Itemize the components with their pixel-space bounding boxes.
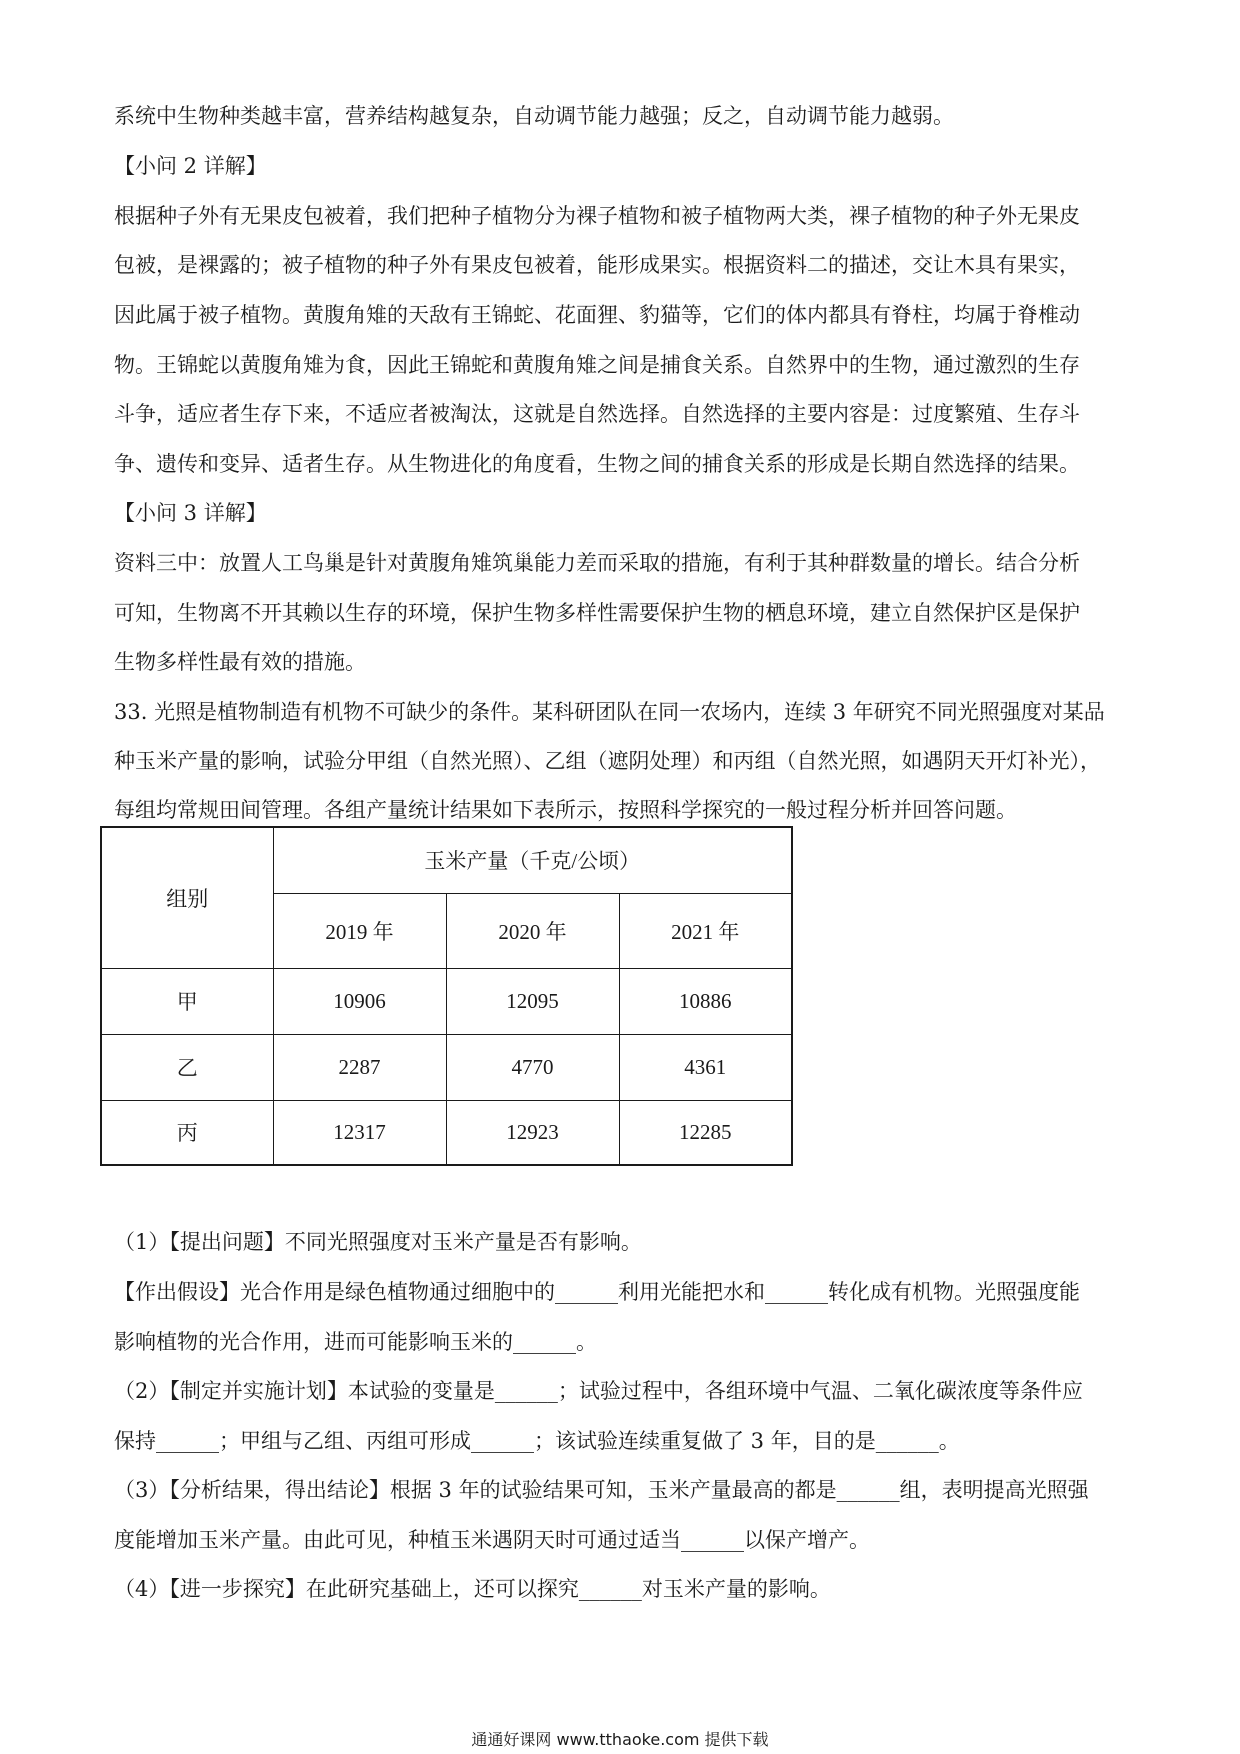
question-stem-line: 33. 光照是植物制造有机物不可缺少的条件。某科研团队在同一农场内，连续 3 年研究不同光照强度对某品 — [114, 700, 1105, 724]
value-cell: 4770 — [446, 1034, 619, 1100]
value-cell: 2287 — [273, 1034, 446, 1100]
table-row — [101, 968, 792, 1034]
year-header-cell: 2021 年 — [619, 893, 792, 968]
sub-question: （3）【分析结果，得出结论】根据 3 年的试验结果可知，玉米产量最高的都是______组，表明提高光照强 — [114, 1478, 1089, 1502]
paragraph-line: 资料三中：放置人工鸟巢是针对黄腹角雉筑巢能力差而采取的措施，有利于其种群数量的增长。结合分析 — [114, 551, 1080, 575]
group-cell: 甲 — [101, 968, 273, 1034]
paragraph-line: 可知，生物离不开其赖以生存的环境，保护生物多样性需要保护生物的栖息环境，建立自然保护区是保护 — [114, 601, 1080, 625]
sub-question: （2）【制定并实施计划】本试验的变量是______；试验过程中，各组环境中气温、二氧化碳浓度等条件应 — [114, 1379, 1083, 1403]
paragraph-line: 系统中生物种类越丰富，营养结构越复杂，自动调节能力越强；反之，自动调节能力越弱。 — [114, 104, 954, 128]
paragraph-line: 物。王锦蛇以黄腹角雉为食，因此王锦蛇和黄腹角雉之间是捕食关系。自然界中的生物，通过激烈的生存 — [114, 353, 1080, 377]
question-stem-line: 种玉米产量的影响，试验分甲组（自然光照）、乙组（遮阴处理）和丙组（自然光照，如遇阴天开灯补光）， — [114, 749, 1101, 773]
value-cell: 10886 — [619, 968, 792, 1034]
table-row — [101, 1034, 792, 1100]
paragraph-line: 斗争，适应者生存下来，不适应者被淘汰，这就是自然选择。自然选择的主要内容是：过度繁殖、生存斗 — [114, 402, 1080, 426]
sub-question: （4）【进一步探究】在此研究基础上，还可以探究______对玉米产量的影响。 — [114, 1577, 831, 1601]
year-header-cell: 2019 年 — [273, 893, 446, 968]
yield-table — [100, 826, 793, 1166]
sub-question: 【作出假设】光合作用是绿色植物通过细胞中的______利用光能把水和______转化成有机物。光照强度能 — [114, 1280, 1080, 1304]
table-header-row — [101, 827, 792, 893]
sub-question: 保持______；甲组与乙组、丙组可形成______；该试验连续重复做了 3 年，目的是______。 — [114, 1429, 960, 1453]
question-stem-line: 每组均常规田间管理。各组产量统计结果如下表所示，按照科学探究的一般过程分析并回答问题。 — [114, 798, 1017, 822]
year-header-cell: 2020 年 — [446, 893, 619, 968]
paragraph-line: 根据种子外有无果皮包被着，我们把种子植物分为裸子植物和被子植物两大类，裸子植物的种子外无果皮 — [114, 204, 1080, 228]
paragraph-line: 争、遗传和变异、适者生存。从生物进化的角度看，生物之间的捕食关系的形成是长期自然选择的结果。 — [114, 452, 1080, 476]
section-heading: 【小问 2 详解】 — [114, 154, 267, 178]
value-cell: 10906 — [273, 968, 446, 1034]
value-cell: 12285 — [619, 1100, 792, 1165]
yield-header-cell: 玉米产量（千克/公顷） — [273, 827, 792, 893]
paragraph-line: 包被，是裸露的；被子植物的种子外有果皮包被着，能形成果实。根据资料二的描述，交让木具有果实， — [114, 253, 1080, 277]
value-cell: 12317 — [273, 1100, 446, 1165]
value-cell: 4361 — [619, 1034, 792, 1100]
paragraph-line: 因此属于被子植物。黄腹角雉的天敌有王锦蛇、花面狸、豹猫等，它们的体内都具有脊柱，均属于脊椎动 — [114, 303, 1080, 327]
table-row — [101, 1100, 792, 1165]
group-cell: 丙 — [101, 1100, 273, 1165]
sub-question: （1）【提出问题】不同光照强度对玉米产量是否有影响。 — [114, 1230, 642, 1254]
paragraph-line: 生物多样性最有效的措施。 — [114, 650, 366, 674]
group-cell: 乙 — [101, 1034, 273, 1100]
page-footer: 通通好课网 www.tthaoke.com 提供下载 — [471, 1730, 769, 1749]
value-cell: 12095 — [446, 968, 619, 1034]
sub-question: 影响植物的光合作用，进而可能影响玉米的______。 — [114, 1330, 597, 1354]
section-heading: 【小问 3 详解】 — [114, 501, 267, 525]
group-header-cell: 组别 — [101, 827, 273, 968]
value-cell: 12923 — [446, 1100, 619, 1165]
sub-question: 度能增加玉米产量。由此可见，种植玉米遇阴天时可通过适当______以保产增产。 — [114, 1528, 870, 1552]
